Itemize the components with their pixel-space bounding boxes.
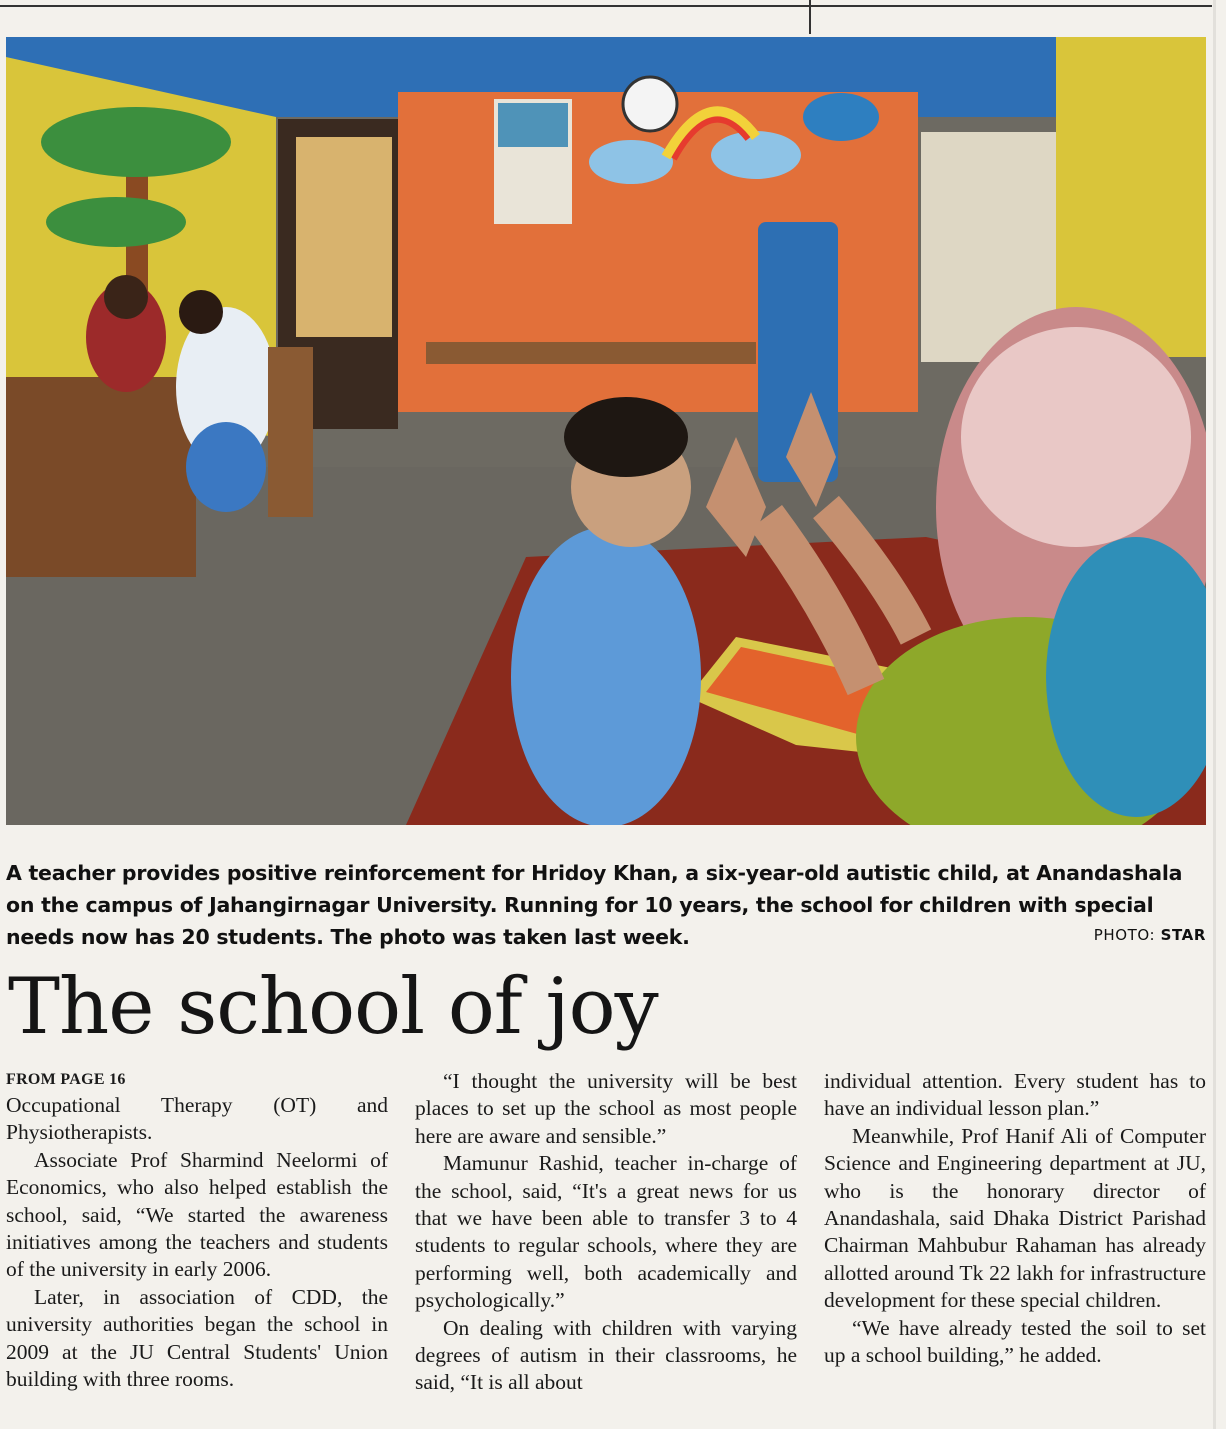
paragraph: Meanwhile, Prof Hanif Ali of Computer Science and Engineering department at JU, who is the honorary director of Anandashala, said Dhaka District Parishad Chairman Mahbubur Rahaman has already allotted around Tk 22 lakh for infrastructure development for these special children. <box>824 1123 1206 1313</box>
paragraph: Associate Prof Sharmind Neelormi of Economics, who also helped establish the school, said, “We started the awareness initiatives among the teachers and students of the university in early 2006. <box>6 1147 388 1282</box>
top-rule <box>0 5 1212 7</box>
photo-caption: A teacher provides positive reinforcement for Hridoy Khan, a six-year-old autistic child, at Anandashala on the campus of Jahangirnagar University. Running for 10 years, the school for children with special needs now has 20 students. The photo was taken last week. <box>6 861 1183 949</box>
headline: The school of joy <box>8 962 658 1052</box>
news-photo <box>6 37 1206 825</box>
article-column-3 <box>824 1068 1206 1369</box>
page-edge <box>1213 0 1216 1429</box>
article-column-2 <box>415 1068 797 1397</box>
photo-credit <box>1094 926 1206 944</box>
credit-prefix: PHOTO: <box>1093 926 1161 944</box>
from-page-kicker: FROM PAGE 16 <box>6 1071 126 1088</box>
paragraph: Later, in association of CDD, the university authorities began the school in 2009 at the JU Central Students' Union building with three rooms. <box>6 1284 388 1392</box>
credit-source: STAR <box>1160 926 1206 944</box>
paragraph: On dealing with children with varying degrees of autism in their classrooms, he said, “It is all about <box>415 1315 797 1395</box>
paragraph: “I thought the university will be best places to set up the school as most people here are aware and sensible.” <box>415 1069 797 1148</box>
paragraph: Occupational Therapy (OT) and Physiotherapists. <box>6 1093 388 1145</box>
article-column-1 <box>6 1068 388 1393</box>
classroom-photo-icon <box>6 37 1206 825</box>
paragraph: “We have already tested the soil to set up a school building,” he added. <box>824 1315 1206 1368</box>
paragraph: individual attention. Every student has to have an individual lesson plan.” <box>824 1069 1206 1121</box>
column-divider-top <box>809 0 811 34</box>
paragraph: Mamunur Rashid, teacher in-charge of the school, said, “It's a great news for us that we have been able to transfer 3 to 4 students to regular schools, where they are performing well, both academically and psychologically.” <box>415 1151 797 1313</box>
